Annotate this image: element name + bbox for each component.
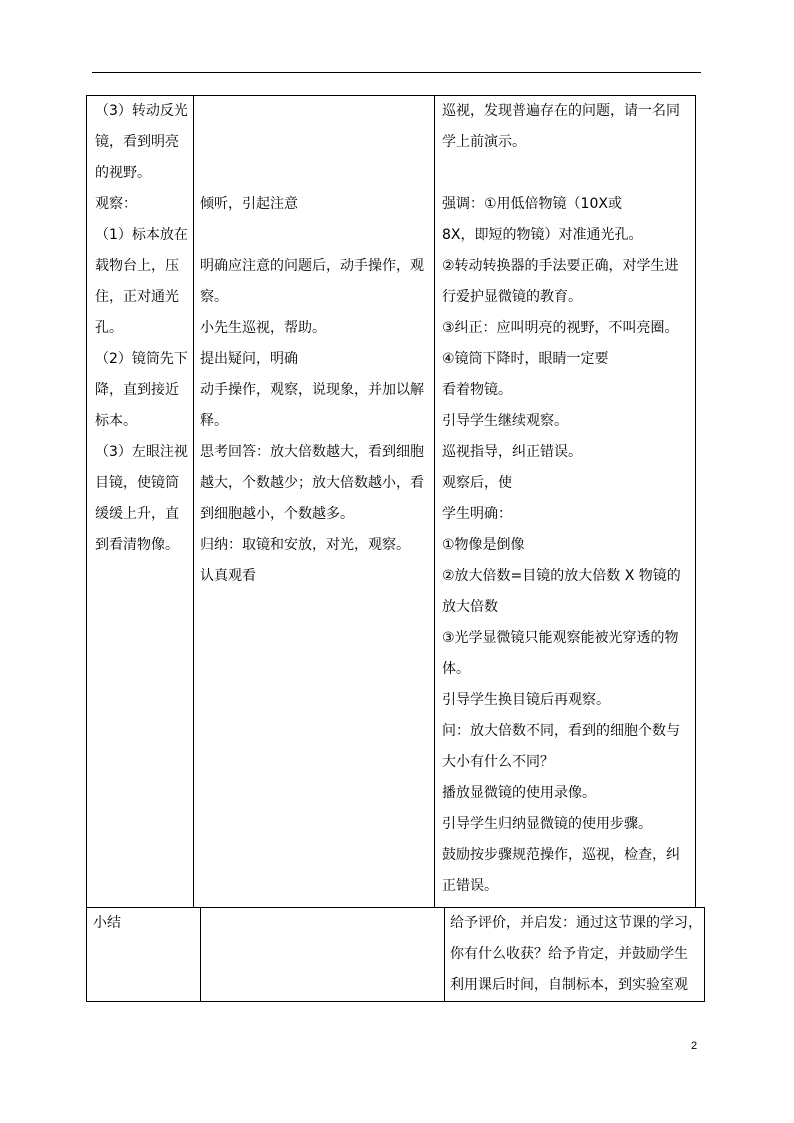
- table-cell-line: 正错误。: [442, 878, 498, 894]
- table-cell-line: 问：放大倍数不同，看到的细胞个数与: [442, 723, 680, 739]
- table-cell-line: （1）标本放在: [95, 227, 188, 243]
- table-cell-line: 8X，即短的物镜）对准通光孔。: [442, 227, 643, 243]
- table-cell-line: 引导学生继续观察。: [442, 413, 568, 429]
- table-cell-line: 给予评价，并启发：通过这节课的学习，: [450, 915, 702, 931]
- table-cell-line: （3）转动反光: [95, 103, 188, 119]
- summary-label: 小结: [93, 915, 121, 931]
- table-cell-line: 目镜，使镜筒: [95, 475, 179, 491]
- table-cell-line: 你有什么收获？给予肯定，并鼓励学生: [450, 946, 688, 962]
- summary-label-column: [93, 908, 121, 939]
- table-cell-line: ③光学显微镜只能观察能被光穿透的物: [442, 630, 679, 646]
- table-cell-line: ①物像是倒像: [442, 537, 525, 553]
- table-cell-line: 明确应注意的问题后，动手操作，观: [200, 258, 424, 274]
- table-cell-line: ②放大倍数=目镜的放大倍数 X 物镜的: [442, 568, 681, 584]
- table-cell-line: （3）左眼注视: [95, 444, 188, 460]
- table-cell-line: 巡视指导，纠正错误。: [442, 444, 582, 460]
- table-cell-line: 倾听，引起注意: [200, 196, 298, 212]
- table-cell-line: 察。: [200, 289, 228, 305]
- table-cell-line: ④镜筒下降时，眼睛一定要: [442, 351, 609, 367]
- table-cell-line: ②转动转换器的手法要正确，对学生进: [442, 258, 679, 274]
- lesson-table: [86, 95, 696, 908]
- table-cell-line: 学生明确：: [442, 506, 512, 522]
- table-cell-line: 播放显微镜的使用录像。: [442, 785, 596, 801]
- table-cell-line: 观察：: [95, 196, 137, 212]
- table-cell-line: 缓缓上升，直: [95, 506, 179, 522]
- table-cell-line: 降，直到接近: [95, 382, 179, 398]
- table-cell-line: 鼓励按步骤规范操作，巡视，检查，纠: [442, 847, 680, 863]
- table-cell-line: 住，正对通光: [95, 289, 179, 305]
- table-cell-line: 释。: [200, 413, 228, 429]
- table-cell-line: 提出疑问，明确: [200, 351, 298, 367]
- table-cell-line: 小先生巡视，帮助。: [200, 320, 326, 336]
- table-cell-line: 孔。: [95, 320, 123, 336]
- student-steps-column: [95, 96, 188, 561]
- table-cell-line: 标本。: [95, 413, 137, 429]
- table-cell-line: 思考回答：放大倍数越大，看到细胞: [200, 444, 424, 460]
- table-cell-line: 镜，看到明亮: [95, 134, 179, 150]
- table-cell-line: 利用课后时间，自制标本，到实验室观: [450, 977, 688, 993]
- table-cell-line: 体。: [442, 661, 470, 677]
- table-cell-line: 大小有什么不同？: [442, 754, 554, 770]
- table-cell-line: 动手操作，观察，说现象，并加以解: [200, 382, 424, 398]
- table-cell-line: 认真观看: [200, 568, 256, 584]
- table-cell-line: 强调：①用低倍物镜（10X或: [442, 196, 622, 212]
- table-cell-line: 学上前演示。: [442, 134, 526, 150]
- table-cell-line: 到看清物像。: [95, 537, 179, 553]
- table-cell-line: 巡视，发现普遍存在的问题，请一名同: [442, 103, 680, 119]
- summary-table: [86, 907, 705, 1002]
- column-divider: [193, 96, 194, 907]
- table-cell-line: 载物台上，压: [95, 258, 179, 274]
- table-cell-line: 放大倍数: [442, 599, 498, 615]
- column-divider: [200, 908, 201, 1001]
- summary-teacher-column: [450, 908, 702, 1001]
- teacher-activity-column: [442, 96, 681, 902]
- table-cell-line: 越大，个数越少；放大倍数越小，看: [200, 475, 424, 491]
- table-cell-line: 到细胞越小，个数越多。: [200, 506, 354, 522]
- column-divider: [444, 908, 445, 1001]
- table-cell-line: ③纠正：应叫明亮的视野，不叫亮圈。: [442, 320, 679, 336]
- table-cell-line: 引导学生归纳显微镜的使用步骤。: [442, 816, 652, 832]
- table-cell-line: 观察后，使: [442, 475, 512, 491]
- table-cell-line: 看着物镜。: [442, 382, 512, 398]
- column-divider: [434, 96, 435, 907]
- page-number: 2: [691, 1040, 698, 1052]
- table-cell-line: 归纳：取镜和安放，对光，观察。: [200, 537, 410, 553]
- student-activity-column: [200, 96, 424, 592]
- header-rule: [92, 72, 701, 73]
- table-cell-line: 行爱护显微镜的教育。: [442, 289, 582, 305]
- table-cell-line: 引导学生换目镜后再观察。: [442, 692, 610, 708]
- table-cell-line: 的视野。: [95, 165, 151, 181]
- table-cell-line: （2）镜筒先下: [95, 351, 188, 367]
